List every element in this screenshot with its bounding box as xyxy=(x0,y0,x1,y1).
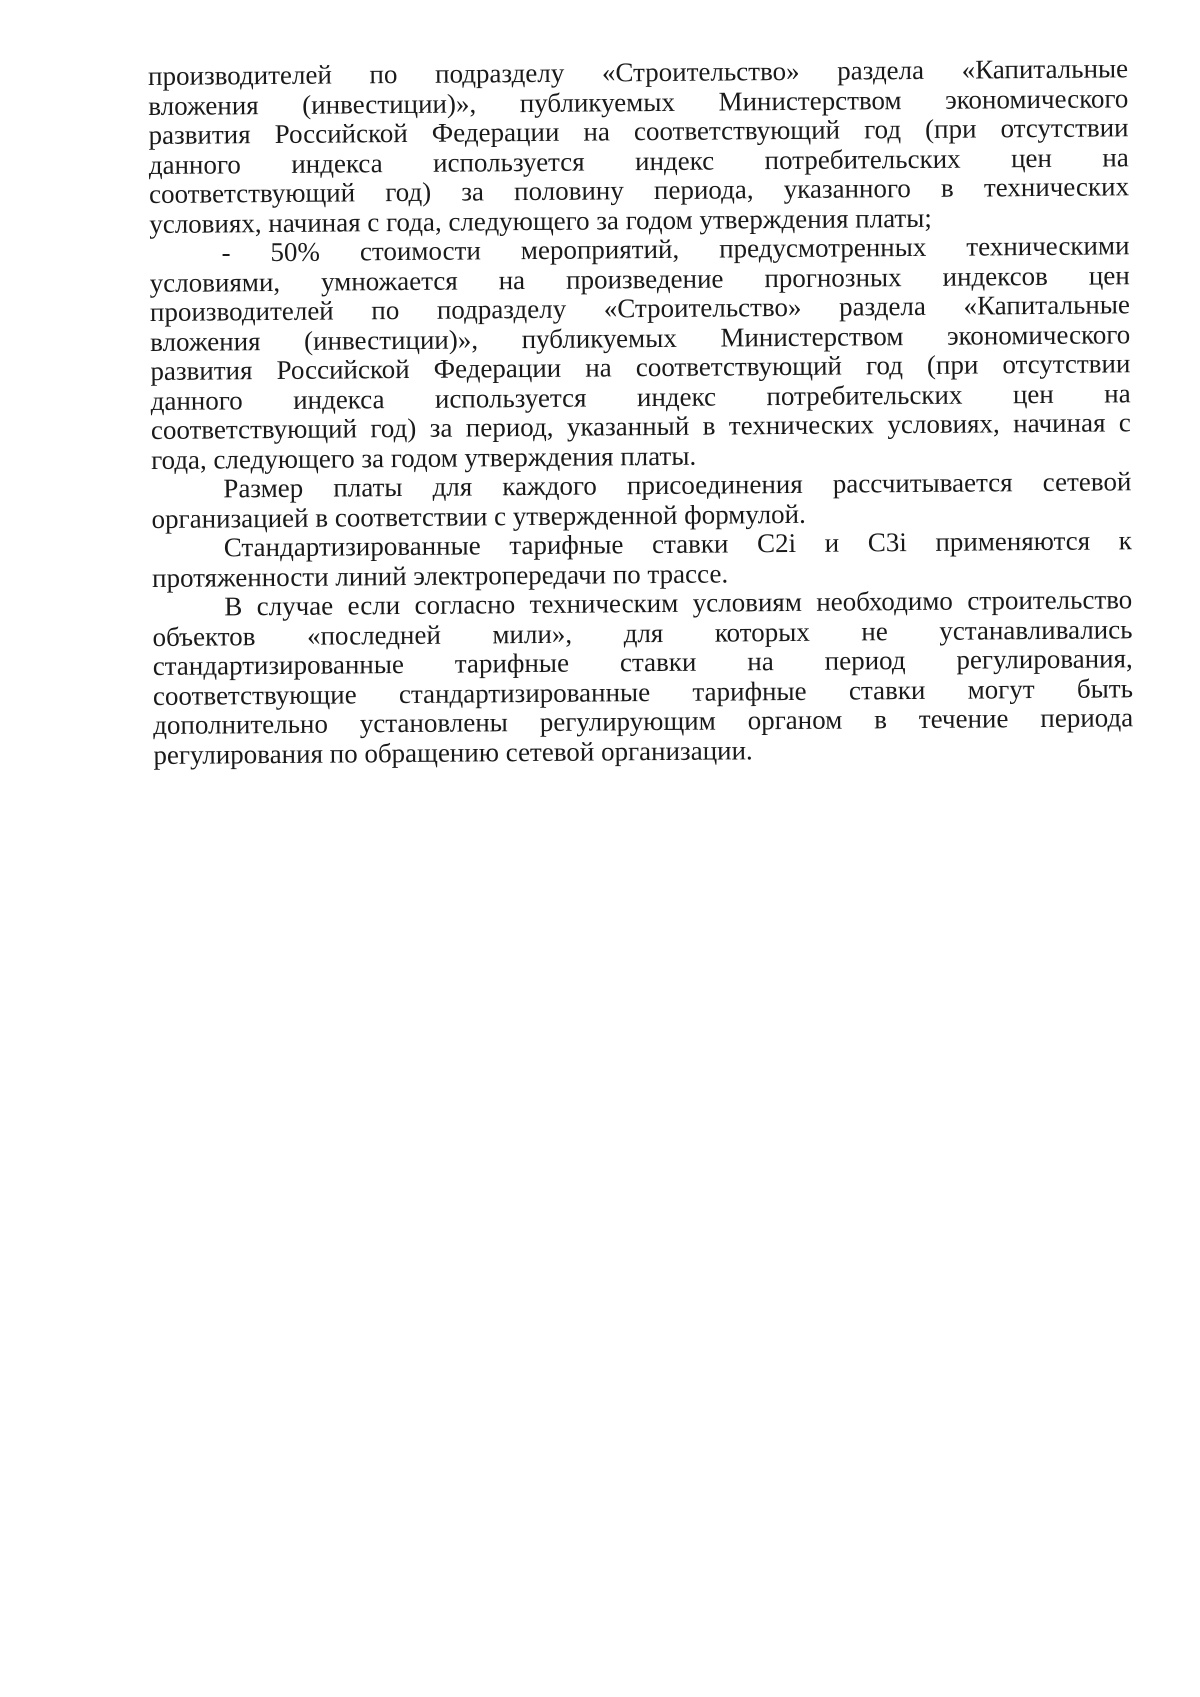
paragraph xyxy=(148,54,1129,239)
text-line: развития Российской Федерации на соответствующий год (при отсутствии xyxy=(148,112,1129,150)
paragraph xyxy=(152,526,1132,593)
text-line: - 50% стоимости мероприятий, предусмотренных техническими xyxy=(221,230,1130,268)
text-line: вложения (инвестиции)», публикуемых Министерством экономического xyxy=(148,82,1129,121)
paragraph xyxy=(149,231,1131,475)
text-line: соответствующий год) за период, указанный в технических условиях, начиная с xyxy=(150,407,1131,445)
text-line: данного индекса используется индекс потребительских цен на xyxy=(150,377,1131,416)
text-line: данного индекса используется индекс потребительских цен на xyxy=(148,141,1129,180)
text-line: года, следующего за годом утверждения платы. xyxy=(151,440,697,475)
text-line: В случае если согласно техническим условиям необходимо строительство xyxy=(224,584,1133,622)
text-line: условиях, начиная с года, следующего за годом утверждения платы; xyxy=(149,202,932,239)
text-line: Стандартизированные тарифные ставки C2i и C3i применяются к xyxy=(223,525,1132,563)
text-line: вложения (инвестиции)», публикуемых Министерством экономического xyxy=(150,318,1131,357)
text-line: протяженности линий электропередачи по трассе. xyxy=(151,557,729,593)
paragraph xyxy=(152,585,1133,770)
text-line: производителей по подразделу «Строительство» раздела «Капитальные xyxy=(147,53,1129,91)
paragraph xyxy=(151,467,1131,534)
text-line: дополнительно установлены регулирующим органом в течение периода xyxy=(153,702,1134,740)
text-line: организацией в соответствии с утвержденной формулой. xyxy=(151,498,806,534)
text-line: соответствующие стандартизированные тарифные ставки могут быть xyxy=(152,672,1134,711)
text-line: объектов «последней мили», для которых не устанавливались xyxy=(152,613,1133,652)
text-line: производителей по подразделу «Строительство» раздела «Капитальные xyxy=(149,289,1131,327)
text-line: условиями, умножается на произведение прогнозных индексов цен xyxy=(149,259,1130,298)
document-body xyxy=(148,54,1134,770)
text-line: регулирования по обращению сетевой организации. xyxy=(153,734,753,770)
text-line: Размер платы для каждого присоединения рассчитывается сетевой xyxy=(223,466,1132,504)
text-line: соответствующий год) за половину периода, указанного в технических xyxy=(148,171,1130,209)
text-line: развития Российской Федерации на соответствующий год (при отсутствии xyxy=(150,348,1131,386)
text-line: стандартизированные тарифные ставки на период регулирования, xyxy=(152,643,1133,681)
